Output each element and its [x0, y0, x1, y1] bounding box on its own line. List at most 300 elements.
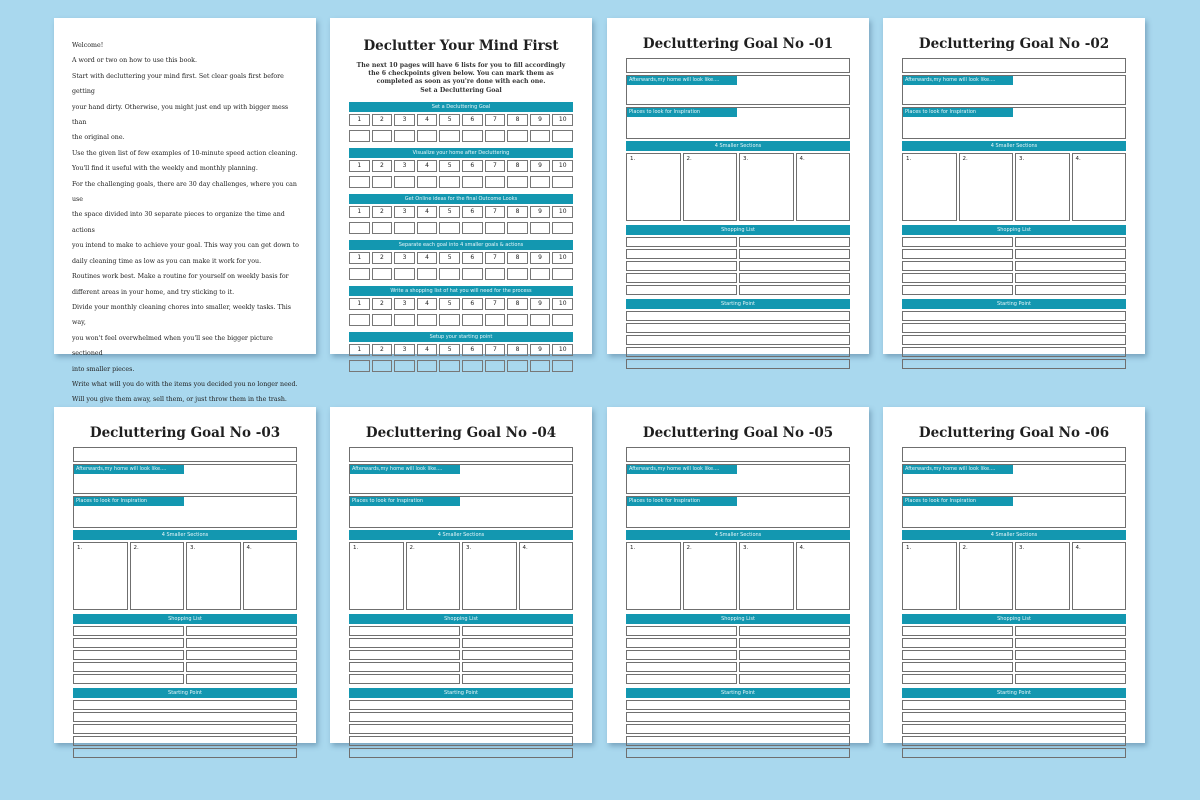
number-cell: 5 — [439, 206, 460, 218]
goal-input[interactable] — [73, 447, 297, 462]
sections-bar: 4 Smaller Sections — [902, 530, 1126, 540]
number-cell: 5 — [439, 114, 460, 126]
checkbox-cell[interactable] — [485, 222, 506, 234]
checkbox-cell[interactable] — [417, 314, 438, 326]
shopping-cell[interactable] — [626, 638, 737, 648]
inspiration-box[interactable] — [349, 496, 573, 528]
section-box[interactable]: 4. — [1072, 542, 1127, 610]
starting-row[interactable] — [902, 323, 1126, 333]
number-cell: 8 — [507, 206, 528, 218]
number-row — [349, 160, 573, 172]
section-box[interactable]: 2. — [683, 542, 738, 610]
section-box[interactable]: 2. — [683, 153, 738, 221]
shopping-grid — [349, 626, 573, 684]
number-cell: 7 — [485, 252, 506, 264]
welcome-line: different areas in your home, and try sticking to it. — [72, 288, 235, 296]
starting-row[interactable] — [626, 736, 850, 746]
number-cell: 6 — [462, 206, 483, 218]
section-box[interactable]: 4. — [796, 153, 851, 221]
number-cell: 8 — [507, 114, 528, 126]
checkbox-cell[interactable] — [530, 176, 551, 188]
checkpoint — [349, 148, 573, 194]
checkbox-cell[interactable] — [394, 130, 415, 142]
checkbox-row — [349, 128, 573, 142]
shopping-grid — [626, 626, 850, 684]
shopping-cell[interactable] — [73, 638, 184, 648]
checkbox-cell[interactable] — [439, 360, 460, 372]
checkbox-cell[interactable] — [507, 176, 528, 188]
starting-row[interactable] — [73, 712, 297, 722]
checkpoint-bar: Separate each goal into 4 smaller goals & actions — [349, 240, 573, 250]
shopping-cell[interactable] — [626, 650, 737, 660]
checkpoint-bar: Setup your starting point — [349, 332, 573, 342]
shopping-cell[interactable] — [1015, 638, 1126, 648]
page-title: Decluttering Goal No -02 — [918, 36, 1110, 52]
starting-rows — [902, 311, 1126, 369]
shopping-cell[interactable] — [626, 237, 737, 247]
checkbox-cell[interactable] — [349, 314, 370, 326]
shopping-cell[interactable] — [739, 273, 850, 283]
section-box[interactable]: 4. — [796, 542, 851, 610]
checkbox-cell[interactable] — [530, 360, 551, 372]
shopping-cell[interactable] — [462, 638, 573, 648]
checkbox-cell[interactable] — [349, 130, 370, 142]
checkbox-cell[interactable] — [372, 314, 393, 326]
checkpoint — [349, 286, 573, 332]
goal-page — [883, 18, 1145, 354]
starting-row[interactable] — [73, 724, 297, 734]
number-cell: 5 — [439, 160, 460, 172]
shopping-cell[interactable] — [462, 674, 573, 684]
starting-rows — [626, 700, 850, 758]
checkbox-cell[interactable] — [349, 176, 370, 188]
shopping-cell[interactable] — [626, 674, 737, 684]
checkbox-cell[interactable] — [462, 222, 483, 234]
starting-row[interactable] — [902, 335, 1126, 345]
number-cell: 7 — [485, 298, 506, 310]
welcome-line: Welcome! — [72, 42, 104, 49]
inspiration-box[interactable] — [626, 496, 850, 528]
shopping-cell[interactable] — [73, 650, 184, 660]
starting-row[interactable] — [626, 311, 850, 321]
welcome-page — [54, 18, 316, 404]
number-cell: 8 — [507, 298, 528, 310]
shopping-bar: Shopping List — [626, 614, 850, 624]
checkbox-cell[interactable] — [462, 314, 483, 326]
checkbox-cell[interactable] — [417, 360, 438, 372]
sections-grid — [626, 153, 850, 221]
welcome-line: you intend to make to achieve your goal. This way you can get down to — [72, 242, 299, 250]
section-box[interactable]: 1. — [902, 153, 957, 221]
starting-row[interactable] — [349, 700, 573, 710]
number-cell: 7 — [485, 206, 506, 218]
goal-page — [607, 407, 869, 743]
shopping-cell[interactable] — [902, 285, 1013, 295]
welcome-line: You'll find it useful with the weekly and monthly planning. — [72, 165, 258, 173]
checkbox-cell[interactable] — [372, 130, 393, 142]
shopping-cell[interactable] — [739, 626, 850, 636]
checkbox-cell[interactable] — [394, 268, 415, 280]
number-cell: 3 — [394, 344, 415, 356]
section-box[interactable]: 2. — [406, 542, 461, 610]
starting-row[interactable] — [902, 748, 1126, 758]
shopping-cell[interactable] — [902, 674, 1013, 684]
goal-input[interactable] — [626, 447, 850, 462]
section-box[interactable]: 1. — [626, 153, 681, 221]
inspiration-label: Places to look for Inspiration — [903, 497, 1013, 506]
starting-row[interactable] — [626, 335, 850, 345]
shopping-cell[interactable] — [73, 626, 184, 636]
checkpoint-bar: Get Online ideas for the final Outcome Looks — [349, 194, 573, 204]
shopping-bar: Shopping List — [73, 614, 297, 624]
afterwards-label: Afterwards,my home will look like.... — [74, 465, 184, 474]
shopping-cell[interactable] — [1015, 249, 1126, 259]
section-box[interactable]: 4. — [519, 542, 574, 610]
checkbox-row — [349, 174, 573, 188]
shopping-cell[interactable] — [73, 662, 184, 672]
shopping-cell[interactable] — [902, 626, 1013, 636]
checkbox-cell[interactable] — [417, 222, 438, 234]
afterwards-box[interactable] — [902, 464, 1126, 494]
checkbox-cell[interactable] — [552, 176, 573, 188]
afterwards-label: Afterwards,my home will look like.... — [350, 465, 460, 474]
afterwards-box[interactable] — [902, 75, 1126, 105]
shopping-cell[interactable] — [739, 650, 850, 660]
checkbox-cell[interactable] — [394, 222, 415, 234]
number-cell: 4 — [417, 252, 438, 264]
starting-bar: Starting Point — [626, 299, 850, 309]
goal-body — [626, 447, 850, 760]
starting-row[interactable] — [349, 748, 573, 758]
number-cell: 10 — [552, 344, 573, 356]
checkpoint-bar: Visualize your home after Decluttering — [349, 148, 573, 158]
starting-row[interactable] — [902, 311, 1126, 321]
checkbox-cell[interactable] — [530, 268, 551, 280]
welcome-line: Write what will you do with the items you decided you no longer need. — [72, 380, 298, 388]
starting-row[interactable] — [626, 323, 850, 333]
starting-bar: Starting Point — [902, 299, 1126, 309]
starting-bar: Starting Point — [626, 688, 850, 698]
checkbox-cell[interactable] — [372, 222, 393, 234]
sections-grid — [902, 153, 1126, 221]
checkbox-row — [349, 358, 573, 372]
checkpoint-bar: Write a shopping list of hat you will need for the process — [349, 286, 573, 296]
checkbox-cell[interactable] — [530, 130, 551, 142]
shopping-cell[interactable] — [349, 662, 460, 672]
number-cell: 8 — [507, 160, 528, 172]
intro-subtitle: Set a Decluttering Goal — [420, 86, 502, 94]
shopping-cell[interactable] — [1015, 626, 1126, 636]
shopping-cell[interactable] — [1015, 273, 1126, 283]
checkbox-cell[interactable] — [394, 176, 415, 188]
starting-rows — [349, 700, 573, 758]
starting-bar: Starting Point — [73, 688, 297, 698]
starting-row[interactable] — [73, 736, 297, 746]
number-cell: 7 — [485, 344, 506, 356]
number-cell: 9 — [530, 344, 551, 356]
checkbox-cell[interactable] — [439, 130, 460, 142]
starting-row[interactable] — [626, 724, 850, 734]
afterwards-box[interactable] — [626, 464, 850, 494]
checkpoint — [349, 194, 573, 240]
number-cell: 7 — [485, 114, 506, 126]
checkbox-cell[interactable] — [530, 314, 551, 326]
starting-row[interactable] — [626, 700, 850, 710]
number-cell: 6 — [462, 252, 483, 264]
inspiration-label: Places to look for Inspiration — [74, 497, 184, 506]
checkbox-cell[interactable] — [485, 176, 506, 188]
starting-row[interactable] — [626, 712, 850, 722]
checkbox-cell[interactable] — [552, 360, 573, 372]
checkbox-cell[interactable] — [372, 268, 393, 280]
checkbox-cell[interactable] — [394, 314, 415, 326]
number-cell: 3 — [394, 160, 415, 172]
number-cell: 6 — [462, 114, 483, 126]
section-box[interactable]: 3. — [462, 542, 517, 610]
checkbox-cell[interactable] — [507, 268, 528, 280]
starting-row[interactable] — [902, 724, 1126, 734]
sections-grid — [73, 542, 297, 610]
number-row — [349, 252, 573, 264]
goal-input[interactable] — [349, 447, 573, 462]
goal-input[interactable] — [902, 58, 1126, 73]
number-cell: 2 — [372, 206, 393, 218]
page-title: Decluttering Goal No -06 — [918, 425, 1110, 441]
section-box[interactable]: 1. — [902, 542, 957, 610]
shopping-cell[interactable] — [186, 638, 297, 648]
checkbox-cell[interactable] — [507, 360, 528, 372]
shopping-cell[interactable] — [739, 674, 850, 684]
shopping-cell[interactable] — [902, 261, 1013, 271]
section-box[interactable]: 2. — [959, 542, 1014, 610]
checkbox-row — [349, 312, 573, 326]
section-box[interactable]: 3. — [1015, 542, 1070, 610]
starting-row[interactable] — [626, 748, 850, 758]
afterwards-box[interactable] — [626, 75, 850, 105]
number-cell: 9 — [530, 206, 551, 218]
checkbox-cell[interactable] — [394, 360, 415, 372]
shopping-cell[interactable] — [186, 674, 297, 684]
checkbox-cell[interactable] — [552, 130, 573, 142]
welcome-line: the space divided into 30 separate pieces to organize the time and actions — [72, 211, 285, 234]
welcome-line: you won't feel overwhelmed when you'll see the bigger picture sectioned — [72, 334, 273, 358]
shopping-cell[interactable] — [186, 650, 297, 660]
section-box[interactable]: 2. — [959, 153, 1014, 221]
number-cell: 3 — [394, 206, 415, 218]
shopping-cell[interactable] — [902, 662, 1013, 672]
number-cell: 1 — [349, 252, 370, 264]
shopping-cell[interactable] — [73, 674, 184, 684]
checkbox-cell[interactable] — [372, 360, 393, 372]
checkbox-cell[interactable] — [507, 222, 528, 234]
shopping-cell[interactable] — [739, 237, 850, 247]
shopping-grid — [902, 237, 1126, 295]
checkbox-cell[interactable] — [417, 268, 438, 280]
shopping-cell[interactable] — [1015, 261, 1126, 271]
shopping-cell[interactable] — [902, 650, 1013, 660]
starting-row[interactable] — [626, 347, 850, 357]
shopping-cell[interactable] — [462, 662, 573, 672]
starting-row[interactable] — [902, 736, 1126, 746]
number-cell: 2 — [372, 344, 393, 356]
checkbox-cell[interactable] — [507, 130, 528, 142]
starting-row[interactable] — [73, 748, 297, 758]
shopping-cell[interactable] — [349, 650, 460, 660]
shopping-cell[interactable] — [626, 261, 737, 271]
number-cell: 9 — [530, 298, 551, 310]
section-box[interactable]: 1. — [73, 542, 128, 610]
sections-bar: 4 Smaller Sections — [349, 530, 573, 540]
goal-body — [73, 447, 297, 760]
goal-page — [330, 407, 592, 743]
goal-page — [883, 407, 1145, 743]
shopping-bar: Shopping List — [902, 225, 1126, 235]
sections-grid — [626, 542, 850, 610]
inspiration-box[interactable] — [73, 496, 297, 528]
afterwards-box[interactable] — [349, 464, 573, 494]
checkbox-cell[interactable] — [349, 222, 370, 234]
checkbox-cell[interactable] — [439, 222, 460, 234]
checkbox-cell[interactable] — [462, 268, 483, 280]
number-row — [349, 206, 573, 218]
starting-row[interactable] — [626, 359, 850, 369]
number-cell: 6 — [462, 298, 483, 310]
number-row — [349, 344, 573, 356]
checkbox-cell[interactable] — [439, 314, 460, 326]
checkbox-cell[interactable] — [439, 268, 460, 280]
starting-rows — [902, 700, 1126, 758]
shopping-cell[interactable] — [739, 285, 850, 295]
shopping-cell[interactable] — [349, 626, 460, 636]
sections-bar: 4 Smaller Sections — [902, 141, 1126, 151]
number-cell: 10 — [552, 298, 573, 310]
starting-row[interactable] — [902, 700, 1126, 710]
checkbox-cell[interactable] — [349, 268, 370, 280]
starting-row[interactable] — [73, 700, 297, 710]
number-cell: 2 — [372, 298, 393, 310]
checkbox-cell[interactable] — [552, 268, 573, 280]
inspiration-box[interactable] — [902, 496, 1126, 528]
number-cell: 1 — [349, 114, 370, 126]
checkbox-cell[interactable] — [439, 176, 460, 188]
number-cell: 4 — [417, 298, 438, 310]
checkbox-cell[interactable] — [485, 360, 506, 372]
shopping-cell[interactable] — [902, 273, 1013, 283]
shopping-cell[interactable] — [462, 650, 573, 660]
inspiration-box[interactable] — [626, 107, 850, 139]
afterwards-label: Afterwards,my home will look like.... — [903, 76, 1013, 85]
checkbox-cell[interactable] — [462, 130, 483, 142]
section-box[interactable]: 4. — [243, 542, 298, 610]
afterwards-label: Afterwards,my home will look like.... — [903, 465, 1013, 474]
checkbox-cell[interactable] — [349, 360, 370, 372]
checkbox-cell[interactable] — [462, 360, 483, 372]
shopping-cell[interactable] — [902, 249, 1013, 259]
starting-row[interactable] — [902, 359, 1126, 369]
starting-row[interactable] — [349, 712, 573, 722]
section-box[interactable]: 4. — [1072, 153, 1127, 221]
shopping-grid — [626, 237, 850, 295]
shopping-cell[interactable] — [626, 626, 737, 636]
sections-grid — [349, 542, 573, 610]
number-cell: 9 — [530, 160, 551, 172]
shopping-bar: Shopping List — [349, 614, 573, 624]
shopping-cell[interactable] — [902, 237, 1013, 247]
starting-row[interactable] — [902, 712, 1126, 722]
section-box[interactable]: 1. — [349, 542, 404, 610]
afterwards-label: Afterwards,my home will look like.... — [627, 465, 737, 474]
shopping-cell[interactable] — [739, 662, 850, 672]
shopping-cell[interactable] — [186, 662, 297, 672]
checkbox-cell[interactable] — [485, 314, 506, 326]
welcome-line: For the challenging goals, there are 30 day challenges, where you can use — [72, 180, 297, 204]
section-box[interactable]: 3. — [739, 153, 794, 221]
shopping-cell[interactable] — [739, 638, 850, 648]
section-box[interactable]: 2. — [130, 542, 185, 610]
shopping-cell[interactable] — [626, 285, 737, 295]
shopping-cell[interactable] — [186, 626, 297, 636]
goal-page — [607, 18, 869, 354]
checkbox-cell[interactable] — [462, 176, 483, 188]
shopping-cell[interactable] — [626, 273, 737, 283]
section-box[interactable]: 3. — [186, 542, 241, 610]
shopping-cell[interactable] — [349, 638, 460, 648]
number-cell: 10 — [552, 114, 573, 126]
shopping-cell[interactable] — [1015, 285, 1126, 295]
section-box[interactable]: 3. — [739, 542, 794, 610]
shopping-cell[interactable] — [1015, 650, 1126, 660]
goal-body — [902, 447, 1126, 760]
checkbox-cell[interactable] — [552, 222, 573, 234]
checkbox-cell[interactable] — [530, 222, 551, 234]
starting-row[interactable] — [902, 347, 1126, 357]
shopping-cell[interactable] — [349, 674, 460, 684]
section-box[interactable]: 1. — [626, 542, 681, 610]
afterwards-box[interactable] — [73, 464, 297, 494]
welcome-line: A word or two on how to use this book. — [72, 57, 197, 65]
welcome-line: Start with decluttering your mind first. Set clear goals first before getting — [72, 72, 284, 96]
checkbox-cell[interactable] — [552, 314, 573, 326]
shopping-cell[interactable] — [1015, 662, 1126, 672]
section-box[interactable]: 3. — [1015, 153, 1070, 221]
checkbox-cell[interactable] — [485, 268, 506, 280]
shopping-cell[interactable] — [1015, 237, 1126, 247]
checkbox-cell[interactable] — [417, 176, 438, 188]
page-title: Decluttering Goal No -04 — [365, 425, 557, 441]
shopping-cell[interactable] — [1015, 674, 1126, 684]
shopping-cell[interactable] — [626, 249, 737, 259]
shopping-cell[interactable] — [902, 638, 1013, 648]
number-cell: 2 — [372, 252, 393, 264]
checkbox-cell[interactable] — [485, 130, 506, 142]
goal-body — [902, 58, 1126, 371]
shopping-cell[interactable] — [739, 249, 850, 259]
shopping-cell[interactable] — [462, 626, 573, 636]
shopping-cell[interactable] — [739, 261, 850, 271]
inspiration-box[interactable] — [902, 107, 1126, 139]
number-cell: 5 — [439, 344, 460, 356]
number-row — [349, 298, 573, 310]
starting-row[interactable] — [349, 736, 573, 746]
goal-input[interactable] — [902, 447, 1126, 462]
starting-row[interactable] — [349, 724, 573, 734]
shopping-cell[interactable] — [626, 662, 737, 672]
checkbox-cell[interactable] — [417, 130, 438, 142]
goal-input[interactable] — [626, 58, 850, 73]
number-cell: 10 — [552, 160, 573, 172]
checkbox-cell[interactable] — [372, 176, 393, 188]
checkbox-cell[interactable] — [507, 314, 528, 326]
